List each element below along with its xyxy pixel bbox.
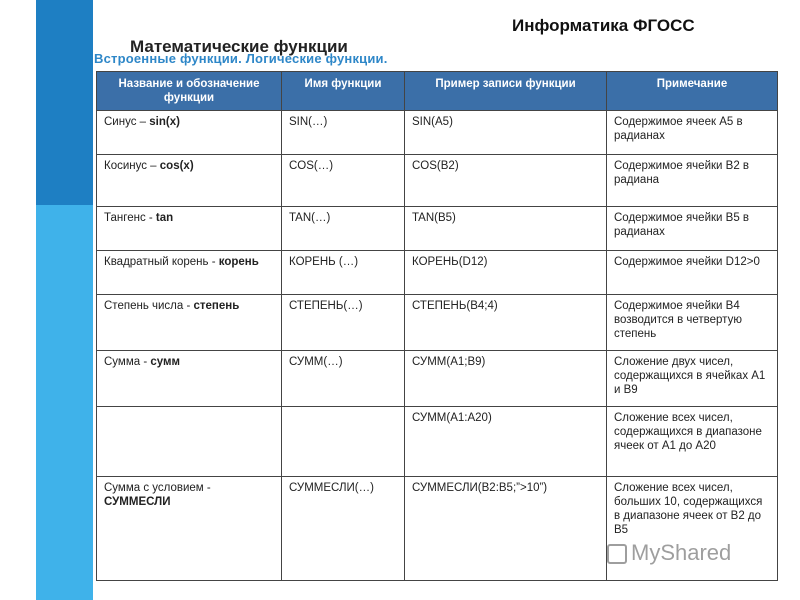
col-header-note: Примечание: [607, 72, 778, 111]
cell-example: СУММ(А1;В9): [405, 351, 607, 407]
course-title: Информатика ФГОСС: [512, 16, 695, 35]
cell-name: [97, 207, 282, 251]
name-prefix: Степень числа -: [104, 300, 194, 312]
table-row: [97, 407, 778, 477]
watermark-text: MyShared: [631, 540, 732, 565]
cell-func: COS(…): [282, 155, 405, 207]
name-prefix: Косинус –: [104, 160, 160, 172]
name-bold: cos(x): [159, 160, 194, 172]
cell-note: Сложение всех чисел, больших 10, содержащихся в диапазоне ячеек от В2 до В5: [607, 477, 778, 581]
table-row: [97, 155, 778, 207]
table-row: [97, 251, 778, 295]
name-bold: корень: [218, 256, 259, 268]
col-header-example: Пример записи функции: [405, 72, 607, 111]
cell-name: [97, 295, 282, 351]
name-prefix: Синус –: [104, 116, 150, 128]
table-row: [97, 207, 778, 251]
cell-example: СУММ(А1:А20): [405, 407, 607, 477]
cell-example: TAN(B5): [405, 207, 607, 251]
slide-title: Математические функции: [130, 37, 348, 56]
col-header-func: Имя функции: [282, 72, 405, 111]
cell-note: Сложение двух чисел, содержащихся в ячейках А1 и В9: [607, 351, 778, 407]
cell-note: Содержимое ячеек А5 в радианах: [607, 111, 778, 155]
table-row: [97, 111, 778, 155]
table-header-row: [97, 72, 778, 111]
table-row: [97, 295, 778, 351]
cell-example: КОРЕНЬ(D12): [405, 251, 607, 295]
cell-note: Сложение всех чисел, содержащихся в диапазоне ячеек от А1 до А20: [607, 407, 778, 477]
side-decor-bar-dark: [36, 0, 93, 205]
cell-func: СУММ(…): [282, 351, 405, 407]
cell-func: СУММЕСЛИ(…): [282, 477, 405, 581]
cell-note: Содержимое ячейки D12>0: [607, 251, 778, 295]
cell-func: SIN(…): [282, 111, 405, 155]
name-prefix: Сумма с условием -: [104, 482, 211, 494]
cell-func: [282, 407, 405, 477]
watermark-logo-icon: [607, 544, 627, 564]
name-bold: СУММЕСЛИ: [104, 496, 171, 508]
name-bold: tan: [155, 212, 174, 224]
cell-note: Содержимое ячейки В5 в радианах: [607, 207, 778, 251]
cell-example: СУММЕСЛИ(В2:В5;”>10”): [405, 477, 607, 581]
cell-func: TAN(…): [282, 207, 405, 251]
cell-example: СТЕПЕНЬ(B4;4): [405, 295, 607, 351]
col-header-name: Название и обозначение функции: [97, 72, 282, 111]
table-row: [97, 351, 778, 407]
cell-name: [97, 155, 282, 207]
watermark: [607, 540, 731, 566]
name-bold: степень: [193, 300, 240, 312]
name-prefix: Тангенс -: [104, 212, 156, 224]
cell-func: КОРЕНЬ (…): [282, 251, 405, 295]
cell-name: [97, 351, 282, 407]
cell-note: Содержимое ячейки В4 возводится в четвертую степень: [607, 295, 778, 351]
name-prefix: Квадратный корень -: [104, 256, 219, 268]
slide-subtitle: Встроенные функции. Логические функции.: [94, 51, 388, 66]
cell-name: [97, 477, 282, 581]
cell-func: СТЕПЕНЬ(…): [282, 295, 405, 351]
cell-name: [97, 251, 282, 295]
cell-example: SIN(A5): [405, 111, 607, 155]
side-decor-bar-light: [36, 205, 93, 600]
cell-note: Содержимое ячейки В2 в радиана: [607, 155, 778, 207]
name-prefix: Сумма -: [104, 356, 151, 368]
name-bold: sin(x): [149, 116, 180, 128]
name-bold: сумм: [150, 356, 181, 368]
cell-example: COS(B2): [405, 155, 607, 207]
functions-table: [96, 71, 778, 581]
cell-name: [97, 111, 282, 155]
cell-name: [97, 407, 282, 477]
